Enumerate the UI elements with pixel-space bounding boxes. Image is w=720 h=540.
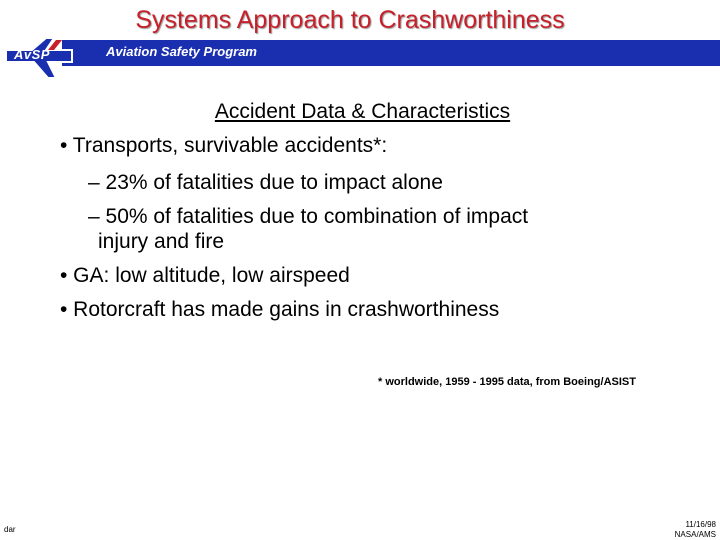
footer-org: NASA/AMS xyxy=(674,530,716,539)
author-initials: dar xyxy=(4,525,16,534)
program-banner xyxy=(62,40,720,66)
subbullet-continuation: injury and fire xyxy=(98,230,225,253)
bullet-ga: • GA: low altitude, low airspeed xyxy=(60,264,350,287)
footnote: * worldwide, 1959 - 1995 data, from Boeing/ASIST xyxy=(378,376,636,388)
footer-info xyxy=(675,520,716,540)
bullet-transports: • Transports, survivable accidents*: xyxy=(60,134,388,157)
bullet-rotorcraft: • Rotorcraft has made gains in crashworthiness xyxy=(60,298,500,321)
avsp-logo xyxy=(2,34,80,82)
section-heading: Accident Data & Characteristics xyxy=(214,100,511,123)
logo-label: AvSP xyxy=(14,47,50,62)
subbullet-impact: – 23% of fatalities due to impact alone xyxy=(88,171,443,194)
footer-date: 11/16/98 xyxy=(685,520,716,529)
subbullet-combination: – 50% of fatalities due to combination of impact xyxy=(88,205,529,228)
program-label: Aviation Safety Program xyxy=(106,44,257,59)
slide-title: Systems Approach to Crashworthiness xyxy=(135,6,565,34)
